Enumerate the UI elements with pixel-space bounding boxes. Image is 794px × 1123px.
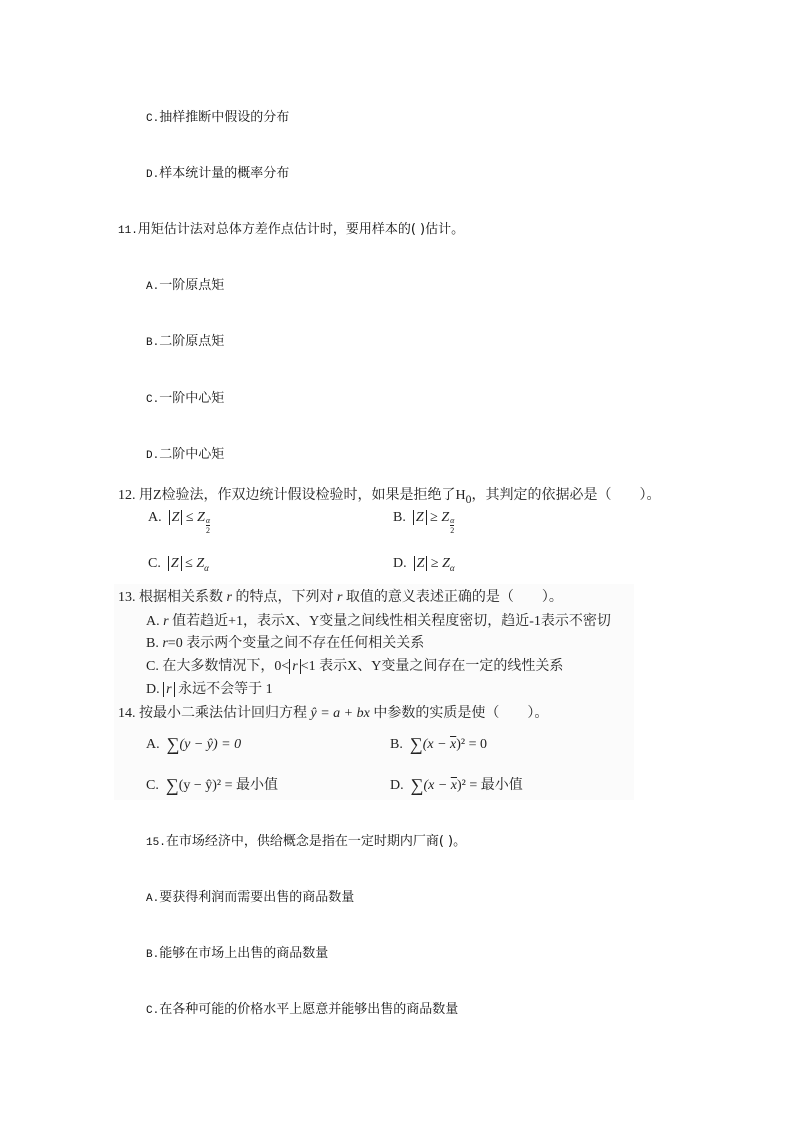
question-text: 按最小二乘法估计回归方程 xyxy=(139,706,307,721)
expression: (x − xyxy=(422,737,451,752)
expression: (y − ŷ) = 0 xyxy=(179,737,242,752)
variable: Z xyxy=(441,510,450,525)
variable-r: r xyxy=(163,614,169,629)
q11-option-a xyxy=(146,274,224,293)
expression: (y − ŷ)² = 最小值 xyxy=(178,778,278,793)
q12-option-c xyxy=(148,556,209,573)
option-text: 一阶中心矩 xyxy=(159,391,225,406)
q12-option-a xyxy=(148,510,210,535)
variable-r: r xyxy=(336,590,343,605)
question-text: 在市场经济中，供给概念是指在一定时期内厂商( )。 xyxy=(165,834,467,849)
abs-r: r xyxy=(289,659,300,674)
q14-option-a xyxy=(146,734,241,755)
denominator: 2 xyxy=(206,526,210,535)
option-label: A. xyxy=(146,281,160,293)
fraction xyxy=(450,516,454,535)
option-label: D. xyxy=(146,450,160,462)
option-label: B. xyxy=(393,510,406,525)
q11-option-b xyxy=(146,330,224,349)
q15-stem xyxy=(146,830,466,849)
option-label: C. xyxy=(148,556,161,571)
sum-icon: ∑ xyxy=(166,734,180,754)
option-label: C. xyxy=(146,778,159,793)
mean-x: $\overline{x}$ xyxy=(450,737,457,752)
question-text: 用Z检验法，作双边统计假设检验时，如果是拒绝了H xyxy=(139,488,466,503)
mean-x: $\overline{x}$ xyxy=(450,778,458,793)
option-label: D. xyxy=(393,556,407,571)
variable-r: r xyxy=(162,636,168,651)
q13-stem xyxy=(118,586,563,606)
expression: (x − xyxy=(423,778,451,793)
numerator: α xyxy=(205,516,211,525)
question-text: 取值的意义表述正确的是（ ）。 xyxy=(345,590,563,605)
operator: ≤ xyxy=(185,510,194,525)
expression: )² = 0 xyxy=(456,737,487,752)
option-text: 能够在市场上出售的商品数量 xyxy=(159,946,329,961)
subscript: α xyxy=(204,563,209,573)
abs-r: r xyxy=(163,682,174,697)
q14-option-d xyxy=(390,774,523,796)
subscript: α xyxy=(449,563,455,573)
option-text: 值若趋近+1，表示X、Y变量之间线性相关程度密切，趋近-1表示不密切 xyxy=(172,614,611,629)
option-text: 要获得利润而需要出售的商品数量 xyxy=(159,890,355,905)
option-text: 在大多数情况下，0< xyxy=(162,659,290,674)
operator: ≥ xyxy=(430,510,438,525)
question-text-end: ，其判定的依据必是（ ）。 xyxy=(471,488,661,503)
fraction xyxy=(206,516,210,535)
question-number: 15. xyxy=(146,837,166,849)
q13-q14-block xyxy=(114,584,634,800)
variable: Z xyxy=(442,556,450,571)
q11-option-d xyxy=(146,443,224,462)
variable: Z xyxy=(196,556,205,571)
option-text: 一阶原点矩 xyxy=(159,278,225,293)
option-text: 二阶中心矩 xyxy=(159,447,225,462)
q14-stem xyxy=(118,702,548,722)
option-label: C. xyxy=(146,1005,160,1017)
question-text: 中参数的实质是使（ ）。 xyxy=(373,706,549,721)
q15-option-c xyxy=(146,998,458,1017)
q10-option-d xyxy=(146,162,289,181)
sum-icon: ∑ xyxy=(165,775,179,795)
option-label: D. xyxy=(146,682,160,697)
q14-option-b xyxy=(390,734,487,755)
expression: )² = 最小值 xyxy=(457,778,523,793)
q14-option-c xyxy=(146,774,278,796)
sum-icon: ∑ xyxy=(409,734,423,754)
q12-stem xyxy=(118,484,661,506)
q15-option-b xyxy=(146,942,328,961)
abs-value: Z xyxy=(413,510,427,525)
option-label: B. xyxy=(146,949,160,961)
question-text: 的特点，下列对 xyxy=(235,590,334,605)
option-label: A. xyxy=(146,893,160,905)
option-label: B. xyxy=(146,636,159,651)
option-text: 抽样推断中假设的分布 xyxy=(159,110,290,125)
abs-value: Z xyxy=(168,556,182,571)
q12-option-d xyxy=(393,556,455,573)
q10-option-c xyxy=(146,106,289,125)
operator: ≥ xyxy=(430,556,439,571)
option-text: 在各种可能的价格水平上愿意并能够出售的商品数量 xyxy=(159,1002,459,1017)
sum-icon: ∑ xyxy=(410,775,424,795)
option-label: D. xyxy=(146,169,160,181)
q15-option-a xyxy=(146,886,354,905)
question-number: 11. xyxy=(118,225,138,237)
option-label: C. xyxy=(146,113,160,125)
q13-option-d xyxy=(146,678,273,698)
option-text: 永远不会等于 1 xyxy=(178,682,273,697)
denominator: 2 xyxy=(450,526,455,535)
numerator: α xyxy=(450,516,455,525)
variable: Z xyxy=(197,510,205,525)
option-label: B. xyxy=(390,737,403,752)
variable-r: r xyxy=(226,590,232,605)
option-label: B. xyxy=(146,337,160,349)
q13-option-a xyxy=(146,610,611,630)
q13-option-b xyxy=(146,632,424,652)
question-text: 用矩估计法对总体方差作点估计时，要用样本的( )估计。 xyxy=(137,222,465,237)
question-number: 13. xyxy=(118,590,136,605)
q12-option-b xyxy=(393,510,454,535)
operator: ≤ xyxy=(185,556,193,571)
abs-value: Z xyxy=(414,556,428,571)
option-label: C. xyxy=(146,394,160,406)
option-text: 样本统计量的概率分布 xyxy=(159,166,290,181)
subscript: 0 xyxy=(465,492,472,506)
option-label: A. xyxy=(148,510,162,525)
regression-equation: ŷ = a + bx xyxy=(310,706,370,721)
q11-option-c xyxy=(146,387,224,406)
question-number: 12. xyxy=(118,488,136,503)
q11-stem xyxy=(118,218,464,237)
option-label: A. xyxy=(146,737,160,752)
question-text: 根据相关系数 xyxy=(139,590,223,605)
option-text: 二阶原点矩 xyxy=(159,334,225,349)
option-label: C. xyxy=(146,659,159,674)
option-text: =0 表示两个变量之间不存在任何相关关系 xyxy=(167,636,425,651)
abs-value: Z xyxy=(169,510,183,525)
option-label: A. xyxy=(146,614,160,629)
option-text: <1 表示X、Y变量之间存在一定的线性关系 xyxy=(300,659,564,674)
q12-block xyxy=(118,484,661,584)
q13-option-c xyxy=(146,655,563,675)
option-label: D. xyxy=(390,778,404,793)
question-number: 14. xyxy=(118,706,136,721)
